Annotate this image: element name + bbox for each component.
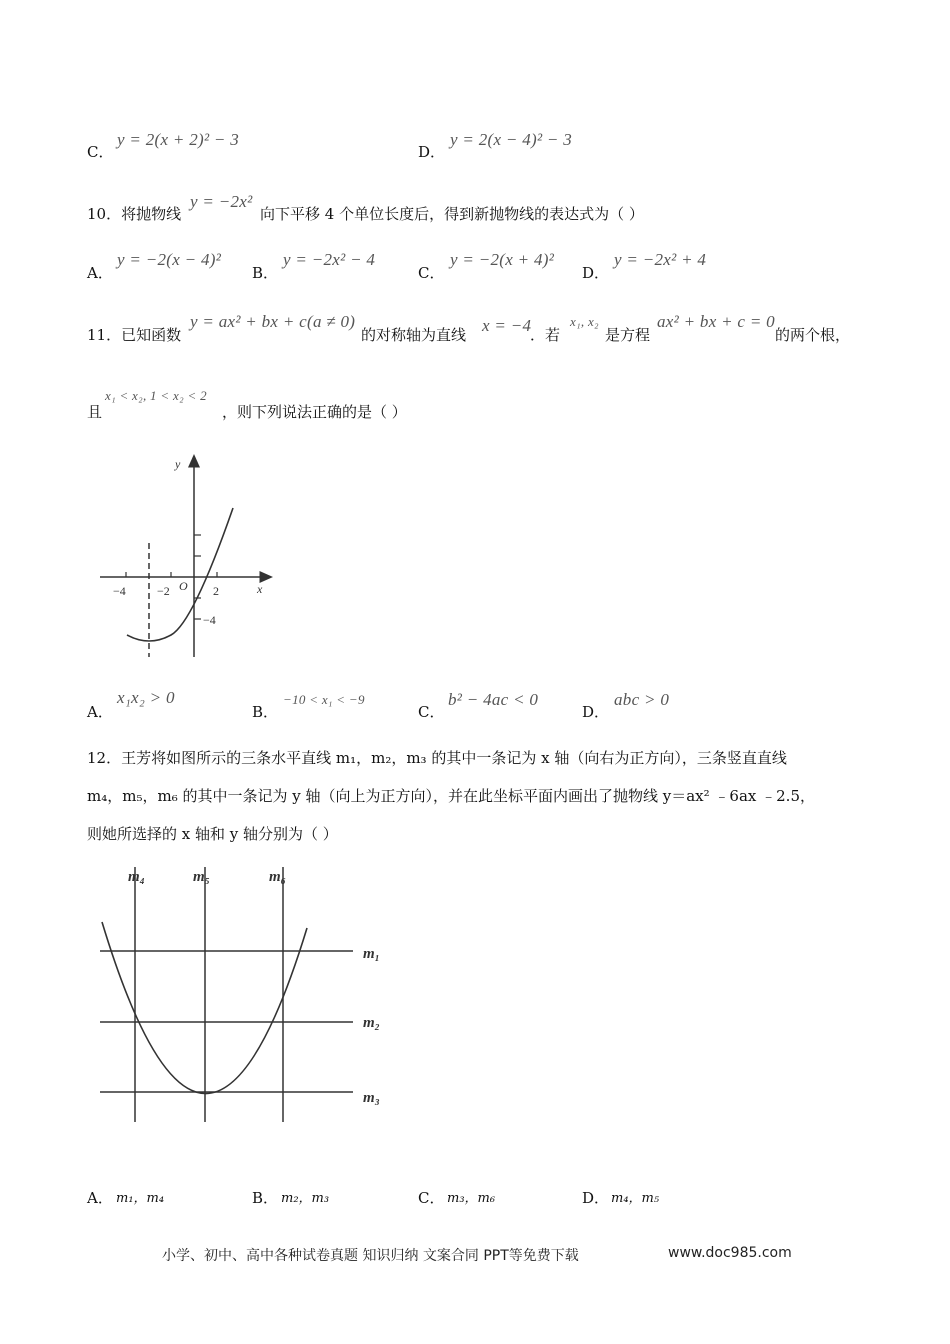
q11-option-d-label: D． xyxy=(582,703,610,721)
q10-option-b-expr: y = −2x² − 4 xyxy=(283,250,376,269)
q11-option-c-label: C． xyxy=(418,703,445,721)
q12-label-m6: m₆ xyxy=(269,869,286,885)
q11-option-a-expr: x₁x₂ > 0 xyxy=(117,688,175,707)
q12-option-c-label: C． xyxy=(418,1189,445,1207)
q11-option-b-label: B． xyxy=(252,703,279,721)
q10-option-d-label: D． xyxy=(582,264,610,282)
q9-option-c-expr: y = 2(x + 2)² − 3 xyxy=(117,130,240,149)
q12-label-m3: m₃ xyxy=(363,1090,380,1106)
q11-parabola-graph xyxy=(95,450,275,665)
q11-condition: x₁ < x₂, 1 < x₂ < 2 xyxy=(105,388,207,403)
q10-option-d-expr: y = −2x² + 4 xyxy=(614,250,707,269)
q12-label-m1: m₁ xyxy=(363,946,380,962)
q10-question-text: 向下平移 4 个单位长度后，得到新抛物线的表达式为（ ） xyxy=(260,205,644,223)
q12-option-c-expr: m₃，m₆ xyxy=(447,1191,496,1206)
q11-equation: ax² + bx + c = 0 xyxy=(657,312,775,331)
q11-tick-x-3: 2 xyxy=(213,584,219,598)
q11-roots: x₁, x₂ xyxy=(570,314,599,329)
q12-lines-graph xyxy=(95,862,395,1127)
q11-tick-x-2: −2 xyxy=(157,584,170,598)
q10-option-c-expr: y = −2(x + 4)² xyxy=(450,250,555,269)
q12-line-1: 12．王芳将如图所示的三条水平直线 m₁，m₂，m₃ 的其中一条记为 x 轴（向右为正方向），三条竖直直线 xyxy=(87,749,787,767)
q12-option-a-expr: m₁，m₄ xyxy=(116,1191,165,1206)
q12-option-d-label: D． xyxy=(582,1189,610,1207)
q9-option-d-label: D． xyxy=(418,143,446,161)
q9-option-d-expr: y = 2(x − 4)² − 3 xyxy=(450,130,573,149)
q12-option-a-label: A． xyxy=(87,1189,113,1207)
q11-text-4: 的两个根， xyxy=(775,326,851,344)
q11-text-1: 的对称轴为直线 xyxy=(361,326,467,344)
q12-option-b-label: B． xyxy=(252,1189,279,1207)
q10-number: 10．将抛物线 xyxy=(87,205,182,223)
q11-axis: x = −4 xyxy=(482,316,532,335)
q12-option-d-expr: m₄，m₅ xyxy=(611,1191,660,1206)
q11-origin-label: O xyxy=(179,579,188,593)
q12-line-3: 则她所选择的 x 轴和 y 轴分别为（ ） xyxy=(87,825,338,843)
q11-option-b-expr: −10 < x₁ < −9 xyxy=(283,692,365,707)
q11-text-6: ，则下列说法正确的是（ ） xyxy=(222,403,407,421)
q10-option-a-expr: y = −2(x − 4)² xyxy=(117,250,222,269)
q9-option-c-label: C． xyxy=(87,143,114,161)
footer-text: 小学、初中、高中各种试卷真题 知识归纳 文案合同 PPT等免费下载 xyxy=(162,1248,579,1264)
q11-option-d-expr: abc > 0 xyxy=(614,690,670,709)
q12-label-m4: m₄ xyxy=(128,869,145,885)
q11-option-a-label: A． xyxy=(87,703,113,721)
footer-site-link[interactable]: www.doc985.com xyxy=(668,1245,792,1261)
q12-line-2: m₄，m₅，m₆ 的其中一条记为 y 轴（向上为正方向），并在此坐标平面内画出了抛物线 y＝ax² ﹣6ax ﹣2.5， xyxy=(87,787,815,805)
q10-option-b-label: B． xyxy=(252,264,279,282)
q11-y-label: y xyxy=(175,457,181,471)
q12-option-b-expr: m₂，m₃ xyxy=(281,1191,330,1206)
q11-tick-x-1: −4 xyxy=(113,584,126,598)
q11-text-5: 且 xyxy=(87,403,103,421)
q10-option-c-label: C． xyxy=(418,264,445,282)
q11-number: 11．已知函数 xyxy=(87,326,182,344)
q11-x-label: x xyxy=(257,582,263,596)
q12-label-m2: m₂ xyxy=(363,1015,380,1031)
q11-function: y = ax² + bx + c(a ≠ 0) xyxy=(190,312,356,331)
q12-label-m5: m₅ xyxy=(193,869,210,885)
q11-option-c-expr: b² − 4ac < 0 xyxy=(448,690,539,709)
q10-function: y = −2x² xyxy=(190,192,253,211)
q11-tick-y: −4 xyxy=(203,613,216,627)
q10-option-a-label: A． xyxy=(87,264,113,282)
q11-text-3: 是方程 xyxy=(605,326,651,344)
q11-text-2: ．若 xyxy=(530,326,561,344)
